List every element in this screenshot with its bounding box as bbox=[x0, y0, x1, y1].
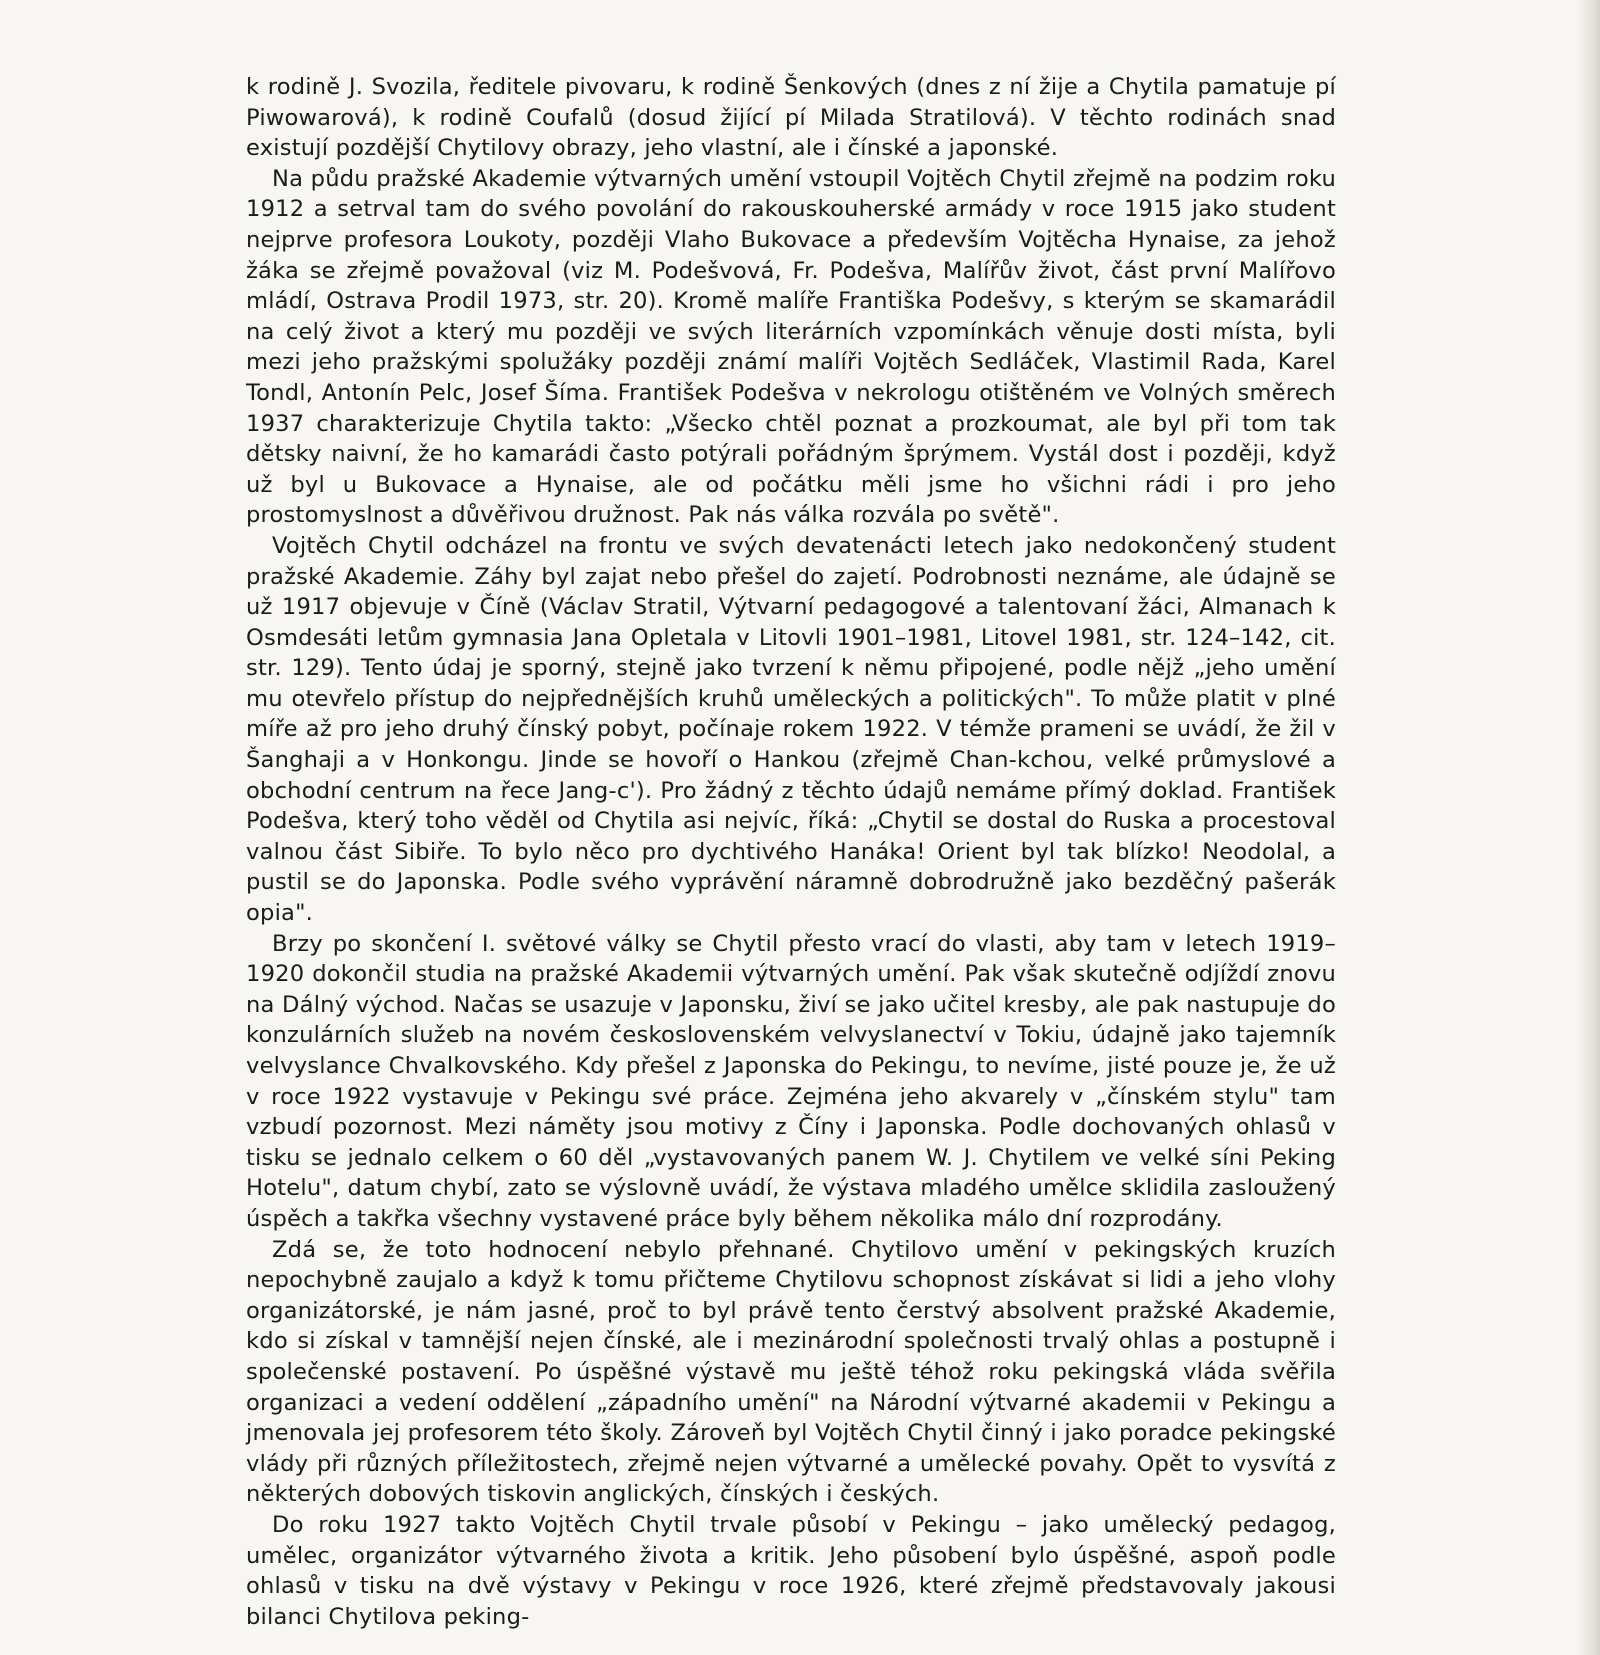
body-text bbox=[246, 72, 1336, 1632]
paragraph: Vojtěch Chytil odcházel na frontu ve svých devatenácti letech jako nedokončený student pražské Akademie. Záhy byl zajat nebo přešel do zajetí. Podrobnosti neznáme, ale údajně se už 1917 objevuje v Číně (Václav Stratil, Výtvarní pedagogové a talentovaní žáci, Almanach k Osmdesáti letům gymnasia Jana Opletala v Litovli 1901–1981, Litovel 1981, str. 124–142, cit. str. 129). Tento údaj je sporný, stejně jako tvrzení k němu připojené, podle nějž „jeho umění mu otevřelo přístup do nejpřednějších kruhů uměleckých a politických". To může platit v plné míře až pro jeho druhý čínský pobyt, počínaje rokem 1922. V témže prameni se uvádí, že žil v Šanghaji a v Honkongu. Jinde se hovoří o Hankou (zřejmě Chan-kchou, velké průmyslové a obchodní centrum na řece Jang-c'). Pro žádný z těchto údajů nemáme přímý doklad. František Podešva, který toho věděl od Chytila asi nejvíc, říká: „Chytil se dostal do Ruska a procestoval valnou část Sibiře. To bylo něco pro dychtivého Hanáka! Orient byl tak blízko! Neodolal, a pustil se do Japonska. Podle svého vyprávění náramně dobrodružně jako bezděčný pašerák opia". bbox=[246, 532, 1336, 927]
page-edge-shadow bbox=[1578, 0, 1600, 1655]
paragraph: Brzy po skončení I. světové války se Chytil přesto vrací do vlasti, aby tam v letech 1919–1920 dokončil studia na pražské Akademii výtvarných umění. Pak však skutečně odjíždí znovu na Dálný východ. Načas se usazuje v Japonsku, živí se jako učitel kresby, ale pak nastupuje do konzulárních služeb na novém československém velvyslanectví v Tokiu, údajně jako tajemník velvyslance Chvalkovského. Kdy přešel z Japonska do Pekingu, to nevíme, jisté pouze je, že už v roce 1922 vystavuje v Pekingu své práce. Zejména jeho akvarely v „čínském stylu" tam vzbudí pozornost. Mezi náměty jsou motivy z Číny i Japonska. Podle dochovaných ohlasů v tisku se jednalo celkem o 60 děl „vystavovaných panem W. J. Chytilem ve velké síni Peking Hotelu", datum chybí, zato se výslovně uvádí, že výstava mladého umělce sklidila zasloužený úspěch a takřka všechny vystavené práce byly během několika málo dní rozprodány. bbox=[246, 930, 1336, 1232]
paragraph: Do roku 1927 takto Vojtěch Chytil trvale působí v Pekingu – jako umělecký pedagog, umělec, organizátor výtvarného života a kritik. Jeho působení bylo úspěšné, aspoň podle ohlasů v tisku na dvě výstavy v Pekingu v roce 1926, které zřejmě představovaly jakousi bilanci Chytilova peking- bbox=[246, 1511, 1336, 1630]
paragraph: Na půdu pražské Akademie výtvarných umění vstoupil Vojtěch Chytil zřejmě na podzim roku 1912 a setrval tam do svého povolání do rakouskouherské armády v roce 1915 jako student nejprve profesora Loukoty, později Vlaho Bukovace a především Vojtěcha Hynaise, za jehož žáka se zřejmě považoval (viz M. Podešvová, Fr. Podešva, Malířův život, část první Malířovo mládí, Ostrava Prodil 1973, str. 20). Kromě malíře Františka Podešvy, s kterým se skamarádil na celý život a který mu později ve svých literárních vzpomínkách věnuje dosti místa, byli mezi jeho pražskými spolužáky později známí malíři Vojtěch Sedláček, Vlastimil Rada, Karel Tondl, Antonín Pelc, Josef Šíma. František Podešva v nekrologu otištěném ve Volných směrech 1937 charakterizuje Chytila takto: „Všecko chtěl poznat a prozkoumat, ale byl při tom tak dětsky naivní, že ho kamarádi často potýrali pořádným šprýmem. Vystál dost i později, když už byl u Bukovace a Hynaise, ale od počátku měli jsme ho všichni rádi i pro jeho prostomyslnost a důvěřivou družnost. Pak nás válka rozvála po světě". bbox=[246, 165, 1336, 529]
paragraph: Zdá se, že toto hodnocení nebylo přehnané. Chytilovo umění v pekingských kruzích nepochybně zaujalo a když k tomu přičteme Chytilovu schopnost získávat si lidi a jeho vlohy organizátorské, je nám jasné, proč to byl právě tento čerstvý absolvent pražské Akademie, kdo si získal v tamnější nejen čínské, ale i mezinárodní společnosti trvalý ohlas a postupně i společenské postavení. Po úspěšné výstavě mu ještě téhož roku pekingská vláda svěřila organizaci a vedení oddělení „západního umění" na Národní výtvarné akademii v Pekingu a jmenovala jej profesorem této školy. Zároveň byl Vojtěch Chytil činný i jako poradce pekingské vlády při různých příležitostech, zřejmě nejen výtvarné a umělecké povahy. Opět to vysvítá z některých dobových tiskovin anglických, čínských i českých. bbox=[246, 1236, 1336, 1508]
paragraph: k rodině J. Svozila, ředitele pivovaru, k rodině Šenkových (dnes z ní žije a Chytila pamatuje pí Piwowarová), k rodině Coufalů (dosud žijící pí Milada Stratilová). V těchto rodinách snad existují pozdější Chytilovy obrazy, jeho vlastní, ale i čínské a japonské. bbox=[246, 74, 1336, 162]
